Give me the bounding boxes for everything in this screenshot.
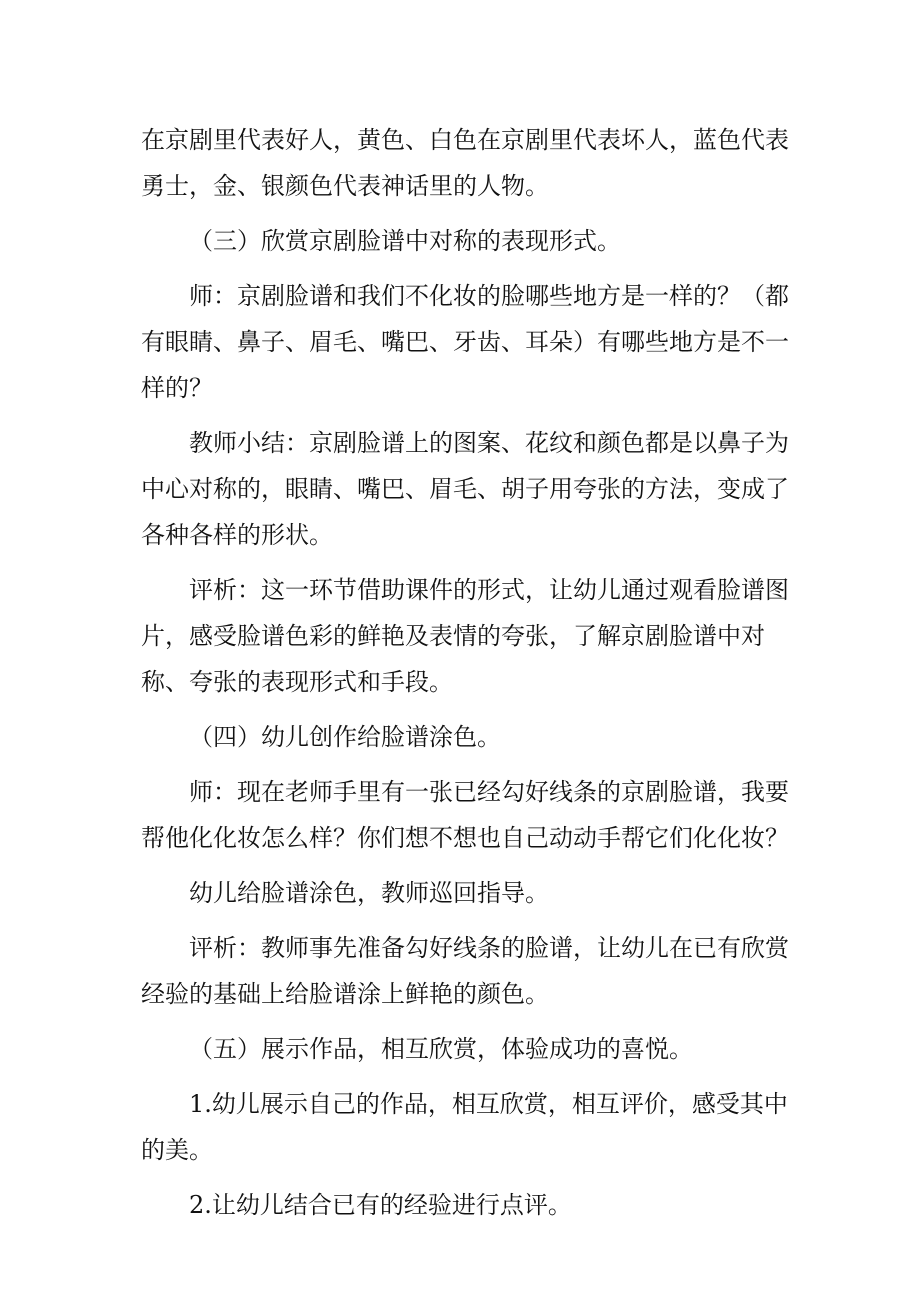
document-body [141,117,791,1237]
paragraph-analysis-2: 评析：教师事先准备勾好线条的脸谱，让幼儿在已有欣赏经验的基础上给脸谱涂上鲜艳的颜色。 [141,934,789,1008]
paragraph-children-coloring: 幼儿给脸谱涂色，教师巡回指导。 [189,879,549,907]
paragraph-color-meaning: 在京剧里代表好人，黄色、白色在京剧里代表坏人，蓝色代表勇士，金、银颜色代表神话里的人物。 [141,126,789,200]
paragraph-teacher-makeup: 师：现在老师手里有一张已经勾好线条的京剧脸谱，我要帮他化化妆怎么样？你们想不想也自己动动手帮它们化化妆？ [141,778,789,852]
paragraph-teacher-question: 师：京剧脸谱和我们不化妆的脸哪些地方是一样的？（都有眼睛、鼻子、眉毛、嘴巴、牙齿、耳朵）有哪些地方是不一样的？ [141,282,789,402]
section-heading-3: （三）欣赏京剧脸谱中对称的表现形式。 [189,227,621,255]
section-heading-5: （五）展示作品，相互欣赏，体验成功的喜悦。 [189,1035,693,1063]
list-item-1: 1.幼儿展示自己的作品，相互欣赏，相互评价，感受其中的美。 [141,1090,788,1164]
section-heading-4: （四）幼儿创作给脸谱涂色。 [189,723,501,751]
paragraph-analysis-1: 评析：这一环节借助课件的形式，让幼儿通过观看脸谱图片，感受脸谱色彩的鲜艳及表情的夸张，了解京剧脸谱中对称、夸张的表现形式和手段。 [141,576,789,696]
paragraph-teacher-summary: 教师小结：京剧脸谱上的图案、花纹和颜色都是以鼻子为中心对称的，眼睛、嘴巴、眉毛、胡子用夸张的方法，变成了各种各样的形状。 [141,429,789,549]
list-item-2: 2.让幼儿结合已有的经验进行点评。 [189,1191,572,1219]
